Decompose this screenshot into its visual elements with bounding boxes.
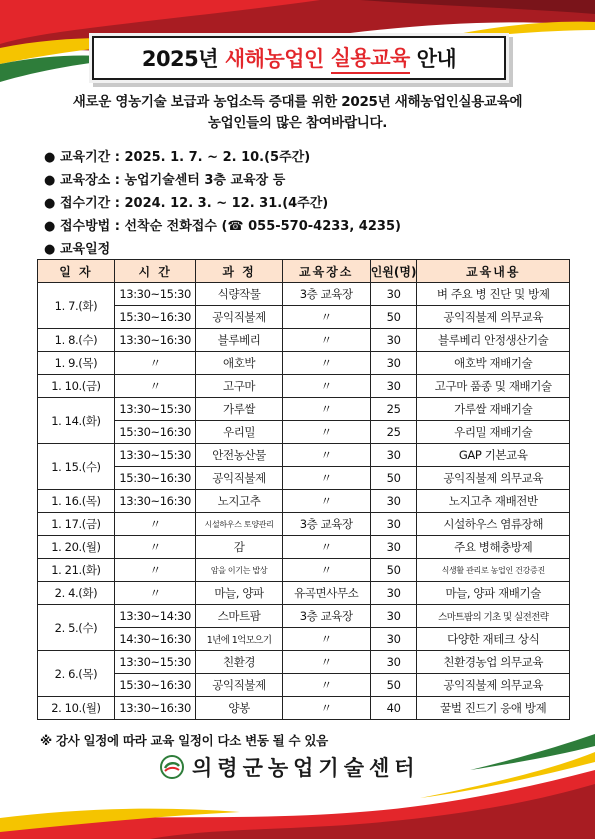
bullet-icon: ● (44, 150, 56, 165)
cell-time: 〃 (114, 536, 196, 559)
cell-content: 다양한 재테크 상식 (417, 628, 570, 651)
cell-count: 30 (370, 329, 417, 352)
cell-content: 고구마 품종 및 재배기술 (417, 375, 570, 398)
cell-date: 2. 6.(목) (38, 651, 115, 697)
info-value: 2025. 1. 7. ~ 2. 10.(5주간) (124, 150, 311, 165)
cell-time: 15:30~16:30 (114, 674, 196, 697)
cell-date: 1. 21.(화) (38, 559, 115, 582)
cell-content: 마늘, 양파 재배기술 (417, 582, 570, 605)
info-value: 2024. 12. 3. ~ 12. 31.(4주간) (124, 196, 329, 211)
bullet-icon: ● (44, 173, 56, 188)
cell-course: 암을 이기는 밥상 (196, 559, 282, 582)
column-header-content: 교육내용 (417, 260, 570, 283)
bullet-icon: ● (44, 196, 56, 211)
table-row (38, 283, 570, 306)
cell-place: 〃 (282, 467, 370, 490)
cell-place: 〃 (282, 375, 370, 398)
cell-content: 애호박 재배기술 (417, 352, 570, 375)
cell-course: 노지고추 (196, 490, 282, 513)
cell-content: 공익직불제 의무교육 (417, 674, 570, 697)
cell-place: 〃 (282, 651, 370, 674)
cell-place: 3층 교육장 (282, 513, 370, 536)
info-item (44, 192, 544, 215)
cell-date: 1. 17.(금) (38, 513, 115, 536)
cell-time: 15:30~16:30 (114, 421, 196, 444)
cell-time: 13:30~15:30 (114, 444, 196, 467)
cell-course: 감 (196, 536, 282, 559)
cell-place: 〃 (282, 697, 370, 720)
info-item (44, 238, 544, 261)
table-row (38, 605, 570, 628)
cell-count: 30 (370, 605, 417, 628)
cell-time: 14:30~16:30 (114, 628, 196, 651)
cell-place: 〃 (282, 444, 370, 467)
cell-date: 1. 16.(목) (38, 490, 115, 513)
schedule-change-note: ※ 강사 일정에 따라 교육 일정이 다소 변동 될 수 있음 (40, 733, 328, 748)
cell-content: 시설하우스 염류장해 (417, 513, 570, 536)
cell-count: 50 (370, 467, 417, 490)
cell-time: 13:30~16:30 (114, 490, 196, 513)
cell-date: 1. 9.(목) (38, 352, 115, 375)
table-row (38, 467, 570, 490)
cell-place: 〃 (282, 306, 370, 329)
cell-count: 50 (370, 306, 417, 329)
cell-place: 3층 교육장 (282, 283, 370, 306)
table-row (38, 559, 570, 582)
cell-content: 스마트팜의 기초 및 실전전략 (417, 605, 570, 628)
cell-count: 50 (370, 559, 417, 582)
cell-count: 30 (370, 283, 417, 306)
cell-course: 안전농산물 (196, 444, 282, 467)
cell-course: 식량작물 (196, 283, 282, 306)
cell-place: 〃 (282, 352, 370, 375)
info-list (44, 146, 544, 261)
info-label: 교육장소 : (60, 173, 125, 188)
cell-course: 애호박 (196, 352, 282, 375)
info-value: 농업기술센터 3층 교육장 등 (124, 173, 286, 188)
cell-content: GAP 기본교육 (417, 444, 570, 467)
intro-line: 농업인들의 많은 참여바랍니다. (207, 115, 388, 131)
table-row (38, 421, 570, 444)
cell-content: 우리밀 재배기술 (417, 421, 570, 444)
cell-place: 〃 (282, 490, 370, 513)
organization-name: 의령군농업기술센터 (192, 756, 420, 780)
cell-time: 15:30~16:30 (114, 467, 196, 490)
column-header-course: 과 정 (196, 260, 282, 283)
cell-content: 공익직불제 의무교육 (417, 467, 570, 490)
cell-content: 친환경농업 의무교육 (417, 651, 570, 674)
cell-place: 유곡면사무소 (282, 582, 370, 605)
table-header-row (38, 260, 570, 283)
table-row (38, 490, 570, 513)
cell-place: 〃 (282, 559, 370, 582)
cell-course: 공익직불제 (196, 306, 282, 329)
cell-date: 1. 8.(수) (38, 329, 115, 352)
cell-time: 〃 (114, 375, 196, 398)
bullet-icon: ● (44, 242, 56, 257)
column-header-time: 시 간 (114, 260, 196, 283)
cell-time: 〃 (114, 513, 196, 536)
cell-course: 공익직불제 (196, 467, 282, 490)
cell-time: 13:30~14:30 (114, 605, 196, 628)
table-row (38, 375, 570, 398)
cell-date: 2. 10.(월) (38, 697, 115, 720)
cell-time: 〃 (114, 582, 196, 605)
cell-place: 〃 (282, 628, 370, 651)
table-row (38, 329, 570, 352)
cell-place: 3층 교육장 (282, 605, 370, 628)
table-row (38, 582, 570, 605)
cell-place: 〃 (282, 421, 370, 444)
cell-count: 25 (370, 421, 417, 444)
cell-course: 블루베리 (196, 329, 282, 352)
cell-time: 15:30~16:30 (114, 306, 196, 329)
cell-course: 우리밀 (196, 421, 282, 444)
cell-date: 1. 15.(수) (38, 444, 115, 490)
info-item (44, 146, 544, 169)
cell-date: 1. 7.(화) (38, 283, 115, 329)
cell-count: 50 (370, 674, 417, 697)
intro-text (40, 92, 555, 134)
cell-count: 30 (370, 444, 417, 467)
cell-content: 식생활 관리로 농업인 건강증진 (417, 559, 570, 582)
cell-content: 공익직불제 의무교육 (417, 306, 570, 329)
info-item (44, 215, 544, 238)
cell-content: 노지고추 재배전반 (417, 490, 570, 513)
cell-place: 〃 (282, 329, 370, 352)
cell-place: 〃 (282, 674, 370, 697)
cell-count: 30 (370, 628, 417, 651)
cell-time: 13:30~15:30 (114, 398, 196, 421)
column-header-count: 인원(명) (370, 260, 417, 283)
table-row (38, 628, 570, 651)
title-suffix: 안내 (416, 47, 457, 71)
cell-content: 주요 병해충방제 (417, 536, 570, 559)
cell-content: 가루쌀 재배기술 (417, 398, 570, 421)
cell-place: 〃 (282, 536, 370, 559)
table-row (38, 444, 570, 467)
title-year: 2025년 (141, 47, 219, 71)
footer-organization (160, 752, 450, 782)
cell-course: 공익직불제 (196, 674, 282, 697)
cell-date: 1. 14.(화) (38, 398, 115, 444)
cell-count: 30 (370, 651, 417, 674)
cell-count: 30 (370, 536, 417, 559)
cell-course: 가루쌀 (196, 398, 282, 421)
cell-date: 1. 10.(금) (38, 375, 115, 398)
cell-count: 30 (370, 582, 417, 605)
info-label: 접수기간 : (60, 196, 125, 211)
table-row (38, 697, 570, 720)
table-row (38, 306, 570, 329)
cell-date: 2. 5.(수) (38, 605, 115, 651)
intro-line: 새로운 영농기술 보급과 농업소득 증대를 위한 2025년 새해농업인실용교육에 (72, 94, 523, 110)
info-label: 접수방법 : (60, 219, 125, 234)
info-label: 교육기간 : (60, 150, 125, 165)
cell-course: 시설하우스 토양관리 (196, 513, 282, 536)
info-value: 선착순 전화접수 (☎ 055-570-4233, 4235) (124, 219, 401, 234)
cell-date: 2. 4.(화) (38, 582, 115, 605)
cell-count: 30 (370, 352, 417, 375)
table-row (38, 536, 570, 559)
info-label: 교육일정 (60, 242, 111, 257)
cell-course: 1년에 1억모으기 (196, 628, 282, 651)
cell-place: 〃 (282, 398, 370, 421)
table-row (38, 651, 570, 674)
cell-course: 고구마 (196, 375, 282, 398)
table-row (38, 674, 570, 697)
title-accent: 새해농업인 (224, 47, 324, 71)
cell-content: 벼 주요 병 진단 및 방제 (417, 283, 570, 306)
cell-course: 스마트팜 (196, 605, 282, 628)
column-header-date: 일 자 (38, 260, 115, 283)
cell-content: 꿀벌 진드기 응애 방제 (417, 697, 570, 720)
column-header-place: 교육장소 (282, 260, 370, 283)
table-row (38, 398, 570, 421)
cell-time: 13:30~15:30 (114, 283, 196, 306)
cell-count: 30 (370, 375, 417, 398)
title-accent-underlined: 실용교육 (331, 42, 410, 74)
cell-content: 블루베리 안정생산기술 (417, 329, 570, 352)
bullet-icon: ● (44, 219, 56, 234)
agri-center-logo-icon (160, 755, 184, 779)
schedule-table (37, 259, 570, 720)
cell-time: 13:30~15:30 (114, 651, 196, 674)
table-row (38, 352, 570, 375)
page-title (92, 36, 506, 80)
cell-count: 40 (370, 697, 417, 720)
cell-course: 마늘, 양파 (196, 582, 282, 605)
cell-date: 1. 20.(월) (38, 536, 115, 559)
cell-count: 30 (370, 490, 417, 513)
cell-course: 양봉 (196, 697, 282, 720)
cell-time: 〃 (114, 559, 196, 582)
info-item (44, 169, 544, 192)
cell-count: 30 (370, 513, 417, 536)
table-row (38, 513, 570, 536)
cell-course: 친환경 (196, 651, 282, 674)
cell-time: 13:30~16:30 (114, 329, 196, 352)
cell-count: 25 (370, 398, 417, 421)
cell-time: 〃 (114, 352, 196, 375)
cell-time: 13:30~16:30 (114, 697, 196, 720)
